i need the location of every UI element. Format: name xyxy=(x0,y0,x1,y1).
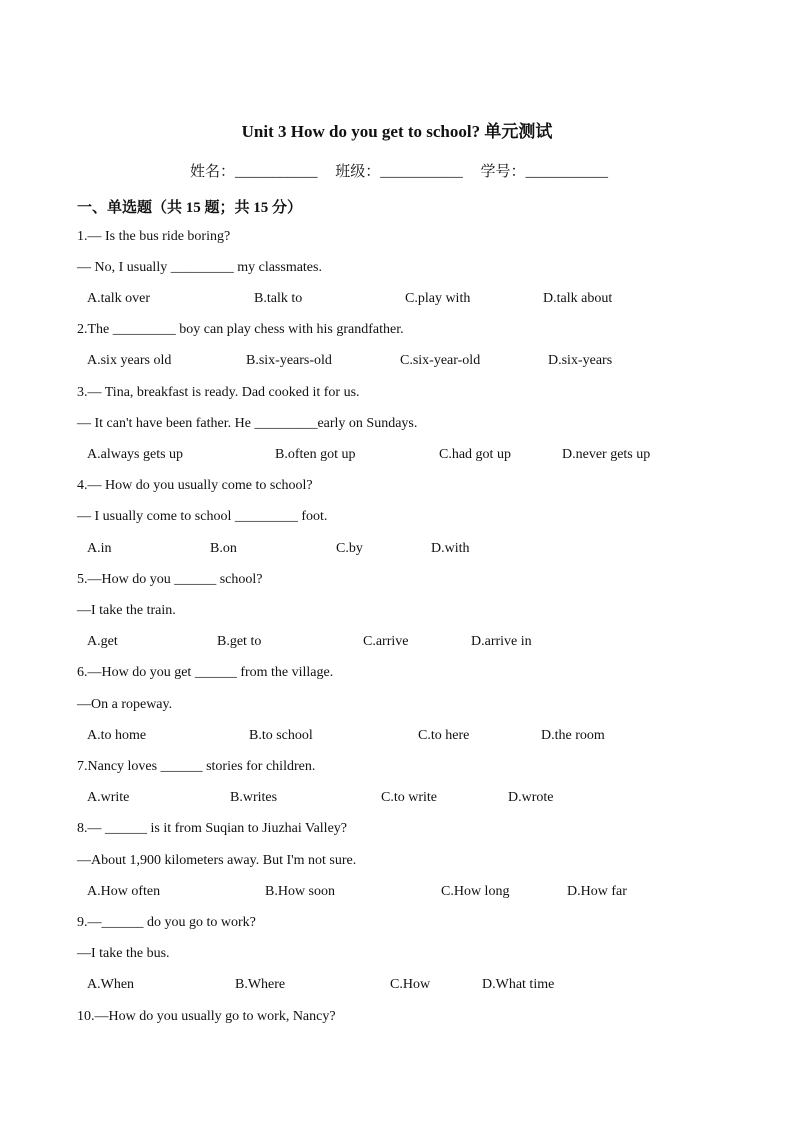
question-1-option-a[interactable]: A.talk over xyxy=(87,291,150,306)
question-6-reply: —On a ropeway. xyxy=(77,697,173,712)
question-8-option-d[interactable]: D.How far xyxy=(567,884,627,899)
question-9-reply: —I take the bus. xyxy=(77,946,170,961)
question-5-option-c[interactable]: C.arrive xyxy=(363,634,409,649)
question-5-option-d[interactable]: D.arrive in xyxy=(471,634,532,649)
question-3-stem: 3.— Tina, breakfast is ready. Dad cooked it for us. xyxy=(77,385,360,400)
question-3-reply: — It can't have been father. He _________early on Sundays. xyxy=(77,416,418,431)
number-field[interactable] xyxy=(481,160,609,181)
question-9-option-c[interactable]: C.How xyxy=(390,977,431,992)
question-2-option-a[interactable]: A.six years old xyxy=(87,353,172,368)
question-5-stem: 5.—How do you ______ school? xyxy=(77,572,263,587)
question-1-stem: 1.— Is the bus ride boring? xyxy=(77,229,231,244)
question-5-option-b[interactable]: B.get to xyxy=(217,634,262,649)
question-7-option-b[interactable]: B.writes xyxy=(230,790,278,805)
section-title: 一、单选题（共 15 题；共 15 分） xyxy=(77,200,303,216)
name-field[interactable] xyxy=(190,160,318,181)
class-label: 班级： xyxy=(335,164,381,180)
question-8-option-b[interactable]: B.How soon xyxy=(265,884,336,899)
question-8-stem: 8.— ______ is it from Suqian to Jiuzhai Valley? xyxy=(77,821,347,836)
question-2-option-b[interactable]: B.six-years-old xyxy=(246,353,332,368)
question-4-stem: 4.— How do you usually come to school? xyxy=(77,478,313,493)
question-6-option-b[interactable]: B.to school xyxy=(249,728,313,743)
page-title: Unit 3 How do you get to school? 单元测试 xyxy=(241,122,553,141)
question-5-option-a[interactable]: A.get xyxy=(87,634,118,649)
question-6-option-a[interactable]: A.to home xyxy=(87,728,147,743)
question-1-option-d[interactable]: D.talk about xyxy=(543,291,613,306)
question-6-stem: 6.—How do you get ______ from the village. xyxy=(77,665,334,680)
question-4-reply: — I usually come to school _________ foot. xyxy=(77,509,328,524)
question-10-stem: 10.—How do you usually go to work, Nancy? xyxy=(77,1009,336,1024)
question-3-option-a[interactable]: A.always gets up xyxy=(87,447,184,462)
question-8-option-c[interactable]: C.How long xyxy=(441,884,510,899)
question-7-stem: 7.Nancy loves ______ stories for children. xyxy=(77,759,316,774)
question-4-option-c[interactable]: C.by xyxy=(336,541,363,556)
question-2-option-d[interactable]: D.six-years xyxy=(548,353,613,368)
question-8-reply: —About 1,900 kilometers away. But I'm not sure. xyxy=(77,853,357,868)
question-3-option-c[interactable]: C.had got up xyxy=(439,447,511,462)
question-8-option-a[interactable]: A.How often xyxy=(87,884,161,899)
number-blank[interactable]: ___________ xyxy=(525,164,609,180)
question-3-option-d[interactable]: D.never gets up xyxy=(562,447,651,462)
question-7-option-a[interactable]: A.write xyxy=(87,790,130,805)
number-label: 学号： xyxy=(480,164,526,180)
name-blank[interactable]: ___________ xyxy=(235,164,318,180)
question-1-option-c[interactable]: C.play with xyxy=(405,291,471,306)
question-6-option-c[interactable]: C.to here xyxy=(418,728,470,743)
question-4-option-d[interactable]: D.with xyxy=(431,541,470,556)
question-4-option-a[interactable]: A.in xyxy=(87,541,112,556)
class-field[interactable] xyxy=(335,160,463,181)
question-3-option-b[interactable]: B.often got up xyxy=(275,447,356,462)
student-info-row xyxy=(190,160,622,181)
question-1-option-b[interactable]: B.talk to xyxy=(254,291,303,306)
question-5-reply: —I take the train. xyxy=(77,603,176,618)
question-9-option-d[interactable]: D.What time xyxy=(482,977,555,992)
question-6-option-d[interactable]: D.the room xyxy=(541,728,605,743)
question-4-option-b[interactable]: B.on xyxy=(210,541,237,556)
question-2-option-c[interactable]: C.six-year-old xyxy=(400,353,481,368)
class-blank[interactable]: ___________ xyxy=(380,164,463,180)
question-9-option-b[interactable]: B.Where xyxy=(235,977,286,992)
question-7-option-d[interactable]: D.wrote xyxy=(508,790,554,805)
question-9-stem: 9.—______ do you go to work? xyxy=(77,915,256,930)
question-7-option-c[interactable]: C.to write xyxy=(381,790,437,805)
question-9-option-a[interactable]: A.When xyxy=(87,977,135,992)
question-1-reply: — No, I usually _________ my classmates. xyxy=(77,260,322,275)
question-2-stem: 2.The _________ boy can play chess with his grandfather. xyxy=(77,322,404,337)
name-label: 姓名： xyxy=(190,164,236,180)
